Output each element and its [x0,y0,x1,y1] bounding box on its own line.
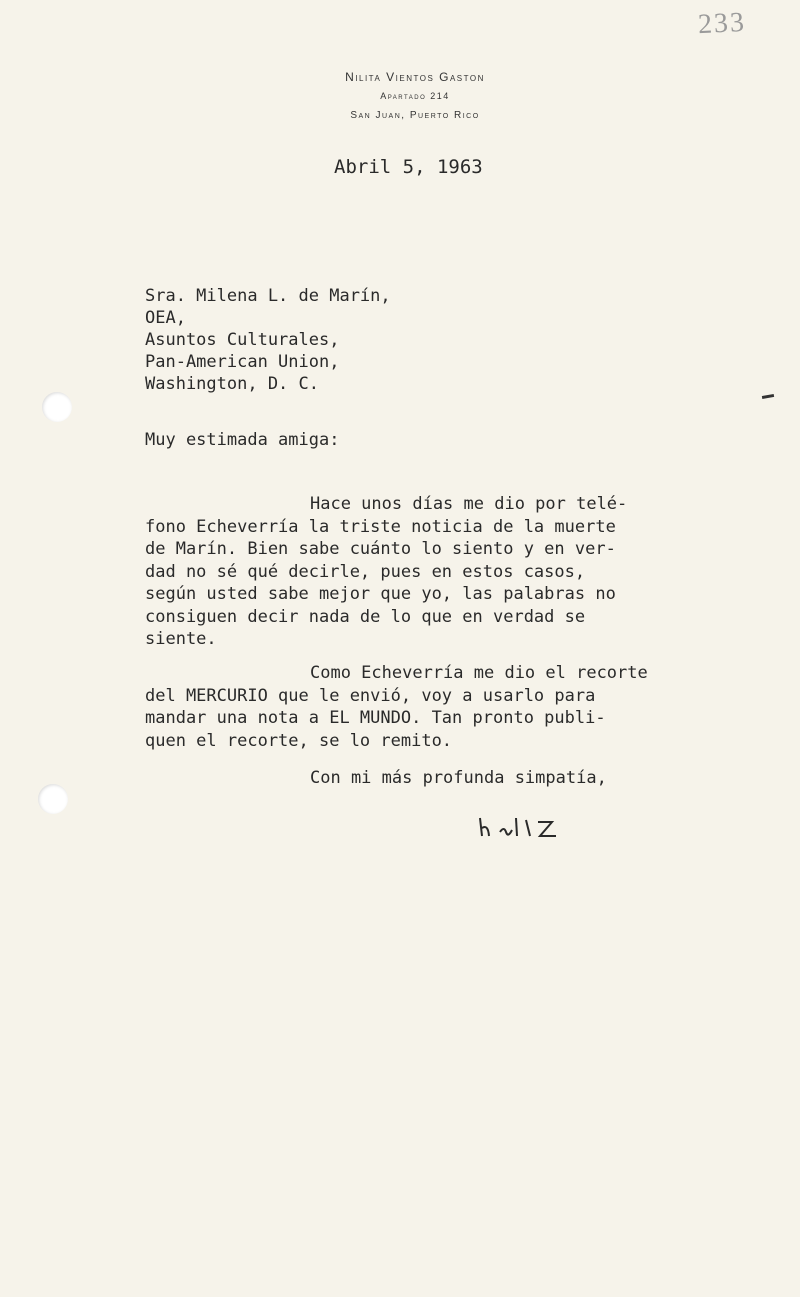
address-line: OEA, [145,308,186,328]
letterhead-box: Apartado 214 [380,91,450,101]
paragraph-line: fono Echeverría la triste noticia de la muerte [145,516,616,537]
recipient-address [145,285,391,395]
paragraph-line: mandar una nota a EL MUNDO. Tan pronto publi- [145,708,606,728]
salutation: Muy estimada amiga: [145,430,340,450]
paragraph-line: consiguen decir nada de lo que en verdad se [145,606,586,627]
handwritten-signature [478,812,568,842]
letterhead-name: Nilita Vientos Gaston [345,70,485,84]
address-line: Sra. Milena L. de Marín, [145,286,391,306]
paragraph-line: siente. [145,629,217,649]
body-paragraph-1 [145,493,745,651]
paragraph-line: Como Echeverría me dio el recorte [310,663,648,683]
punch-hole [38,784,68,814]
paragraph-line: según usted sabe mejor que yo, las palabras no [145,584,616,604]
letterhead-city: San Juan, Puerto Rico [350,110,480,121]
address-line: Asuntos Culturales, [145,330,340,350]
body-paragraph-2 [145,662,745,752]
paragraph-line: Hace unos días me dio por telé- [310,494,628,514]
letter-date: Abril 5, 1963 [334,156,483,178]
ink-mark [762,394,774,399]
paragraph-line: de Marín. Bien sabe cuánto lo siento y en ver- [145,539,616,559]
paragraph-line: del MERCURIO que le envió, voy a usarlo para [145,685,596,706]
closing: Con mi más profunda simpatía, [310,768,607,788]
paragraph-line: dad no sé qué decirle, pues en estos casos, [145,561,586,582]
punch-hole [42,392,72,422]
page-number: 233 [697,6,747,41]
address-line: Pan-American Union, [145,352,340,372]
address-line: Washington, D. C. [145,374,319,394]
paragraph-line: quen el recorte, se lo remito. [145,730,453,751]
